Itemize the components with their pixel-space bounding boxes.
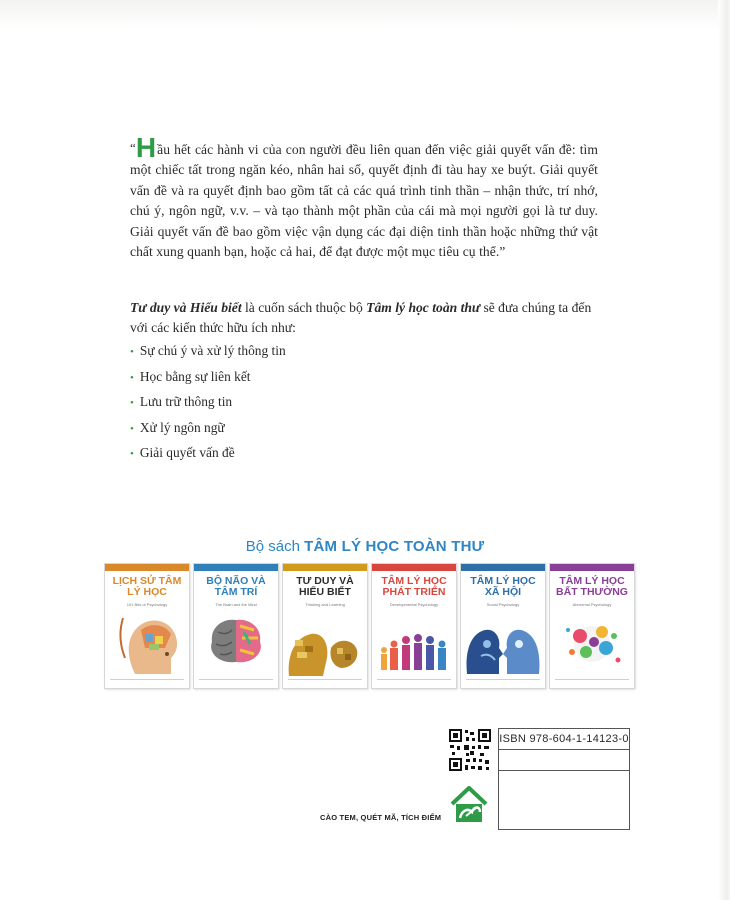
- color-splash-head-icon: [550, 608, 634, 678]
- cover-title: TÂM LÝ HỌC PHÁT TRIỂN: [381, 575, 447, 598]
- cover-title: TÂM LÝ HỌC XÃ HỘI: [470, 575, 536, 598]
- bullet-icon: •: [130, 422, 134, 435]
- golden-heads-illustration-icon: [283, 608, 367, 678]
- list-item: • Học bằng sự liên kết: [130, 368, 251, 384]
- feature-list: [130, 338, 286, 466]
- bullet-icon: •: [130, 371, 134, 384]
- drop-cap: H: [135, 132, 157, 163]
- series-name-inline: Tâm lý học toàn thư: [366, 300, 481, 315]
- cover-subtitle: Abnormal Psychology: [572, 602, 612, 607]
- isbn-blank-row: [499, 750, 629, 771]
- brain-illustration-icon: [194, 608, 278, 678]
- top-shade: [0, 0, 730, 28]
- book-cover: [193, 563, 279, 689]
- cover-footer: [555, 679, 629, 684]
- cover-title: TÂM LÝ HỌC BẤT THƯỜNG: [556, 575, 628, 598]
- people-silhouettes-icon: [372, 608, 456, 678]
- cover-subtitle: 101 Bits of Psychology: [126, 602, 168, 607]
- qr-code-icon: [448, 728, 492, 772]
- quote-open-mark: “: [130, 140, 136, 155]
- cover-band: [461, 564, 545, 571]
- cover-band: [105, 564, 189, 571]
- list-item: • Xử lý ngôn ngữ: [130, 419, 225, 435]
- book-cover: [460, 563, 546, 689]
- facing-heads-icon: [461, 608, 545, 678]
- publisher-logo-icon: [446, 784, 492, 826]
- quote-paragraph: [130, 132, 598, 262]
- cover-title: LỊCH SỬ TÂM LÝ HỌC: [112, 575, 182, 598]
- isbn-label: ISBN 978-604-1-14123-0: [499, 729, 629, 750]
- cover-footer: [199, 679, 273, 684]
- intro-end: sẽ đưa chúng ta đến với các kiến thức hữu ích như:: [130, 300, 592, 336]
- series-name: TÂM LÝ HỌC TOÀN THƯ: [304, 538, 485, 555]
- cover-footer: [466, 679, 540, 684]
- head-illustration-icon: [105, 608, 189, 678]
- cover-subtitle: Thinking and Learning: [305, 602, 345, 607]
- book-title: Tư duy và Hiểu biết: [130, 300, 242, 315]
- cover-footer: [110, 679, 184, 684]
- cover-band: [372, 564, 456, 571]
- cover-subtitle: The Brain and the Mind: [215, 602, 257, 607]
- quote-text: ầu hết các hành vi của con người đều liên quan đến việc giải quyết vấn đề: tìm một chiếc tất trong ngăn kéo, nhân hai số, quyết định đi tàu hay xe buýt. Giải quyết vấn đề và ra quyết định bao gồm tất cả các quá trình tinh thần – nhận thức, trí nhớ, chú ý, ngôn ngữ, v.v. – và tạo thành một phần của cái mà mọi người gọi là tư duy. Giải quyết vấn đề bao gồm việc vận dụng các đại diện tinh thần hoặc những thứ vật chất xung quanh bạn, hoặc cả hai, để đạt được một mục tiêu cụ thể.”: [130, 142, 598, 260]
- bullet-icon: •: [130, 397, 134, 409]
- cover-band: [283, 564, 367, 571]
- book-cover: [371, 563, 457, 689]
- list-item: • Sự chú ý và xử lý thông tin: [130, 343, 286, 358]
- cover-subtitle: Social Psychology: [486, 602, 520, 607]
- cover-footer: [377, 679, 451, 684]
- intro-middle: là cuốn sách thuộc bộ: [241, 300, 367, 315]
- isbn-box: [498, 728, 630, 830]
- intro-paragraph: [130, 298, 598, 339]
- cover-title: BỘ NÃO VÀ TÂM TRÍ: [206, 575, 266, 598]
- bullet-icon: •: [130, 346, 134, 358]
- cover-footer: [288, 679, 362, 684]
- list-item: • Giải quyết vấn đề: [130, 445, 235, 460]
- book-covers-row: [104, 563, 634, 691]
- book-cover: [104, 563, 190, 689]
- scan-note: CÀO TEM, QUÉT MÃ, TÍCH ĐIỂM: [320, 813, 442, 822]
- bullet-icon: •: [130, 448, 134, 460]
- cover-band: [194, 564, 278, 571]
- cover-band: [550, 564, 634, 571]
- series-heading: [0, 538, 730, 555]
- cover-subtitle: Developmental Psychology: [389, 602, 439, 607]
- book-cover: [549, 563, 635, 689]
- list-item: • Lưu trữ thông tin: [130, 394, 233, 409]
- book-cover: [282, 563, 368, 689]
- series-prefix: Bộ sách: [245, 538, 305, 555]
- spine-edge: [718, 0, 730, 900]
- cover-title: TƯ DUY VÀ HIỂU BIẾT: [296, 575, 354, 598]
